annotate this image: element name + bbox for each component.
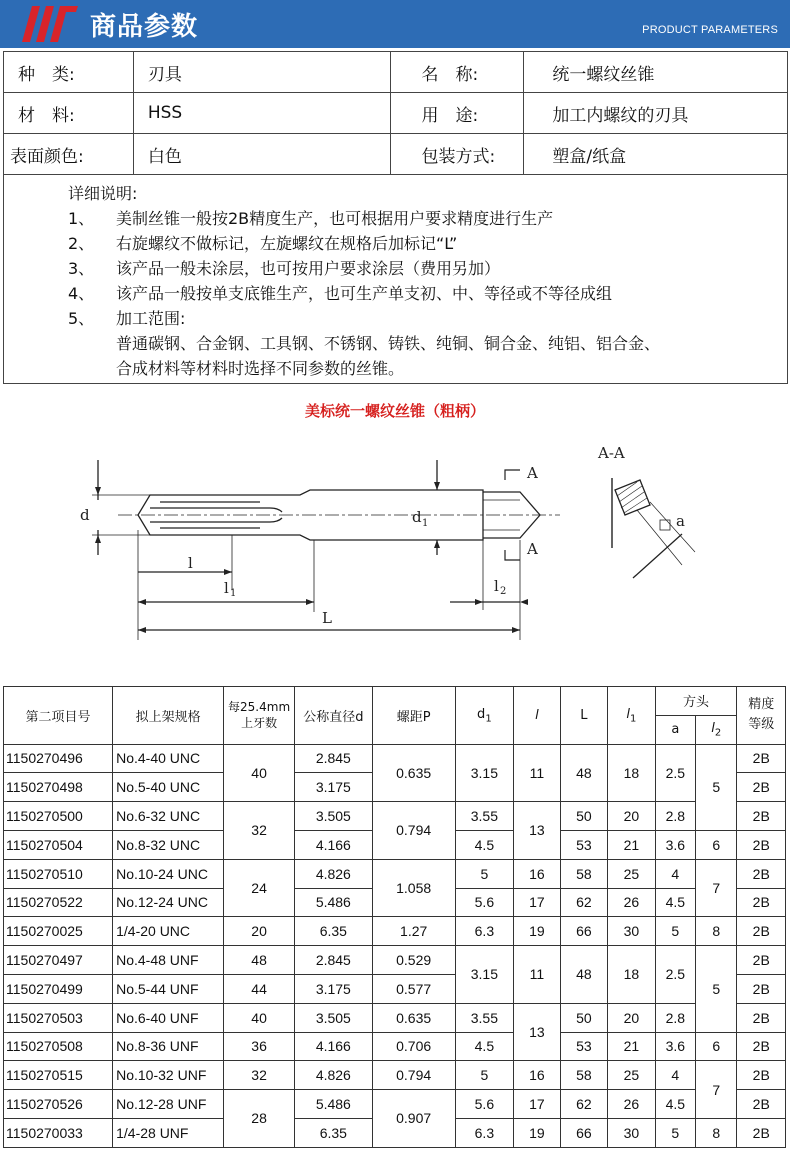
- table-row: 1150270498 No.5-40 UNC 3.175 2B: [4, 773, 786, 802]
- product-info-table: [3, 51, 788, 175]
- header-square: 方头: [655, 687, 737, 716]
- color-label: 表面颜色:: [4, 134, 134, 175]
- color-value: 白色: [133, 134, 391, 175]
- use-value: 加工内螺纹的刃具: [524, 93, 788, 134]
- label-d1: d: [412, 508, 422, 526]
- type-value: 刃具: [133, 52, 391, 93]
- table-row: 1150270499 No.5-44 UNF 44 3.175 0.577 2B: [4, 974, 786, 1003]
- header-a: a: [655, 715, 695, 744]
- name-value: 统一螺纹丝锥: [524, 52, 788, 93]
- pack-label: 包装方式:: [391, 134, 524, 175]
- label-section-AA: A-A: [598, 444, 625, 462]
- table-row: 1150270526 No.12-28 UNF 28 5.486 0.907 5.6 17 62 26 4.5 2B: [4, 1090, 786, 1119]
- detail-heading: 详细说明:: [68, 184, 138, 203]
- material-value: HSS: [133, 93, 391, 134]
- table-header-row: [4, 687, 786, 716]
- page-subtitle: PRODUCT PARAMETERS: [642, 24, 778, 36]
- detail-item: 2、 右旋螺纹不做标记，左旋螺纹在规格后加标记“L”: [68, 234, 458, 253]
- header-d1: $d_1$: [455, 687, 514, 745]
- scope-line: 普通碳钢、合金钢、工具钢、不锈钢、铸铁、纯铜、铜合金、纯铝、铝合金、: [116, 334, 661, 353]
- table-row: 1150270504 No.8-32 UNC 4.166 4.5 53 21 3.6 6 2B: [4, 830, 786, 859]
- header-spec: 拟上架规格: [113, 687, 224, 745]
- label-d: d: [80, 506, 90, 524]
- tap-technical-drawing: [0, 430, 790, 660]
- use-label: 用 途:: [391, 93, 524, 134]
- header-tpi: 每25.4mm 上牙数: [224, 687, 295, 745]
- table-row: 1150270522 No.12-24 UNC 5.486 5.6 17 62 26 4.5 2B: [4, 888, 786, 917]
- header-l1: $l_1$: [608, 687, 655, 745]
- label-A-bottom: A: [527, 540, 538, 558]
- spec-table: [3, 686, 786, 1148]
- table-row: 1150270503 No.6-40 UNF 40 3.505 0.635 3.55 13 50 20 2.8 2B: [4, 1003, 786, 1032]
- pack-value: 塑盒/纸盒: [524, 134, 788, 175]
- type-label: 种 类:: [4, 52, 134, 93]
- table-row: 1150270497 No.4-48 UNF 48 2.845 0.529 3.15 11 48 18 2.5 5 2B: [4, 946, 786, 975]
- detail-item: 1、 美制丝锥一般按2B精度生产，也可根据用户要求精度进行生产: [68, 209, 554, 228]
- header-bar: [0, 0, 790, 48]
- detail-description: [3, 173, 788, 384]
- table-row: 1150270510 No.10-24 UNC 24 4.826 1.058 5 16 58 25 4 7 2B: [4, 859, 786, 888]
- header-grade: 精度 等级: [737, 687, 786, 745]
- table-row: 1150270500 No.6-32 UNC 32 3.505 0.794 3.55 13 50 20 2.8 2B: [4, 802, 786, 831]
- brand-logo-icon: [14, 2, 84, 46]
- table-row: 1150270496 No.4-40 UNC 40 2.845 0.635 3.15 11 48 18 2.5 5 2B: [4, 744, 786, 773]
- label-l1: l: [224, 579, 229, 597]
- label-d1-sub: 1: [422, 518, 429, 529]
- label-l2: l: [494, 577, 499, 595]
- label-l: l: [188, 554, 193, 572]
- header-L: L: [560, 687, 607, 745]
- header-l: l: [514, 687, 560, 745]
- header-code: 第二项目号: [4, 687, 113, 745]
- table-row: 1150270033 1/4-28 UNF 6.35 6.3 19 66 30 5 8 2B: [4, 1118, 786, 1147]
- material-label: 材 料:: [4, 93, 134, 134]
- label-a: a: [676, 512, 685, 530]
- scope-line: 合成材料等材料时选择不同参数的丝锥。: [116, 359, 405, 378]
- drawing-title: 美标统一螺纹丝锥（粗柄）: [304, 402, 485, 420]
- table-row: 1150270515 No.10-32 UNF 32 4.826 0.794 5 16 58 25 4 7 2B: [4, 1061, 786, 1090]
- table-row: 1150270508 No.8-36 UNF 36 4.166 0.706 4.5 53 21 3.6 6 2B: [4, 1032, 786, 1061]
- label-A-top: A: [527, 464, 538, 482]
- page-title: 商品参数: [90, 12, 199, 42]
- label-l1-sub: 1: [230, 588, 237, 599]
- header-l2: $l_2$: [696, 715, 737, 744]
- label-L: L: [322, 609, 332, 627]
- detail-item: 4、 该产品一般按单支底锥生产，也可生产单支初、中、等径或不等径成组: [68, 284, 613, 303]
- header-pitch: 螺距P: [372, 687, 455, 745]
- detail-item: 3、 该产品一般未涂层，也可按用户要求涂层（费用另加）: [68, 259, 501, 278]
- label-l2-sub: 2: [500, 586, 507, 597]
- table-row: 1150270025 1/4-20 UNC 20 6.35 1.27 6.3 19 66 30 5 8 2B: [4, 917, 786, 946]
- name-label: 名 称:: [391, 52, 524, 93]
- header-dia: 公称直径d: [294, 687, 372, 745]
- detail-item: 5、 加工范围:: [68, 309, 186, 328]
